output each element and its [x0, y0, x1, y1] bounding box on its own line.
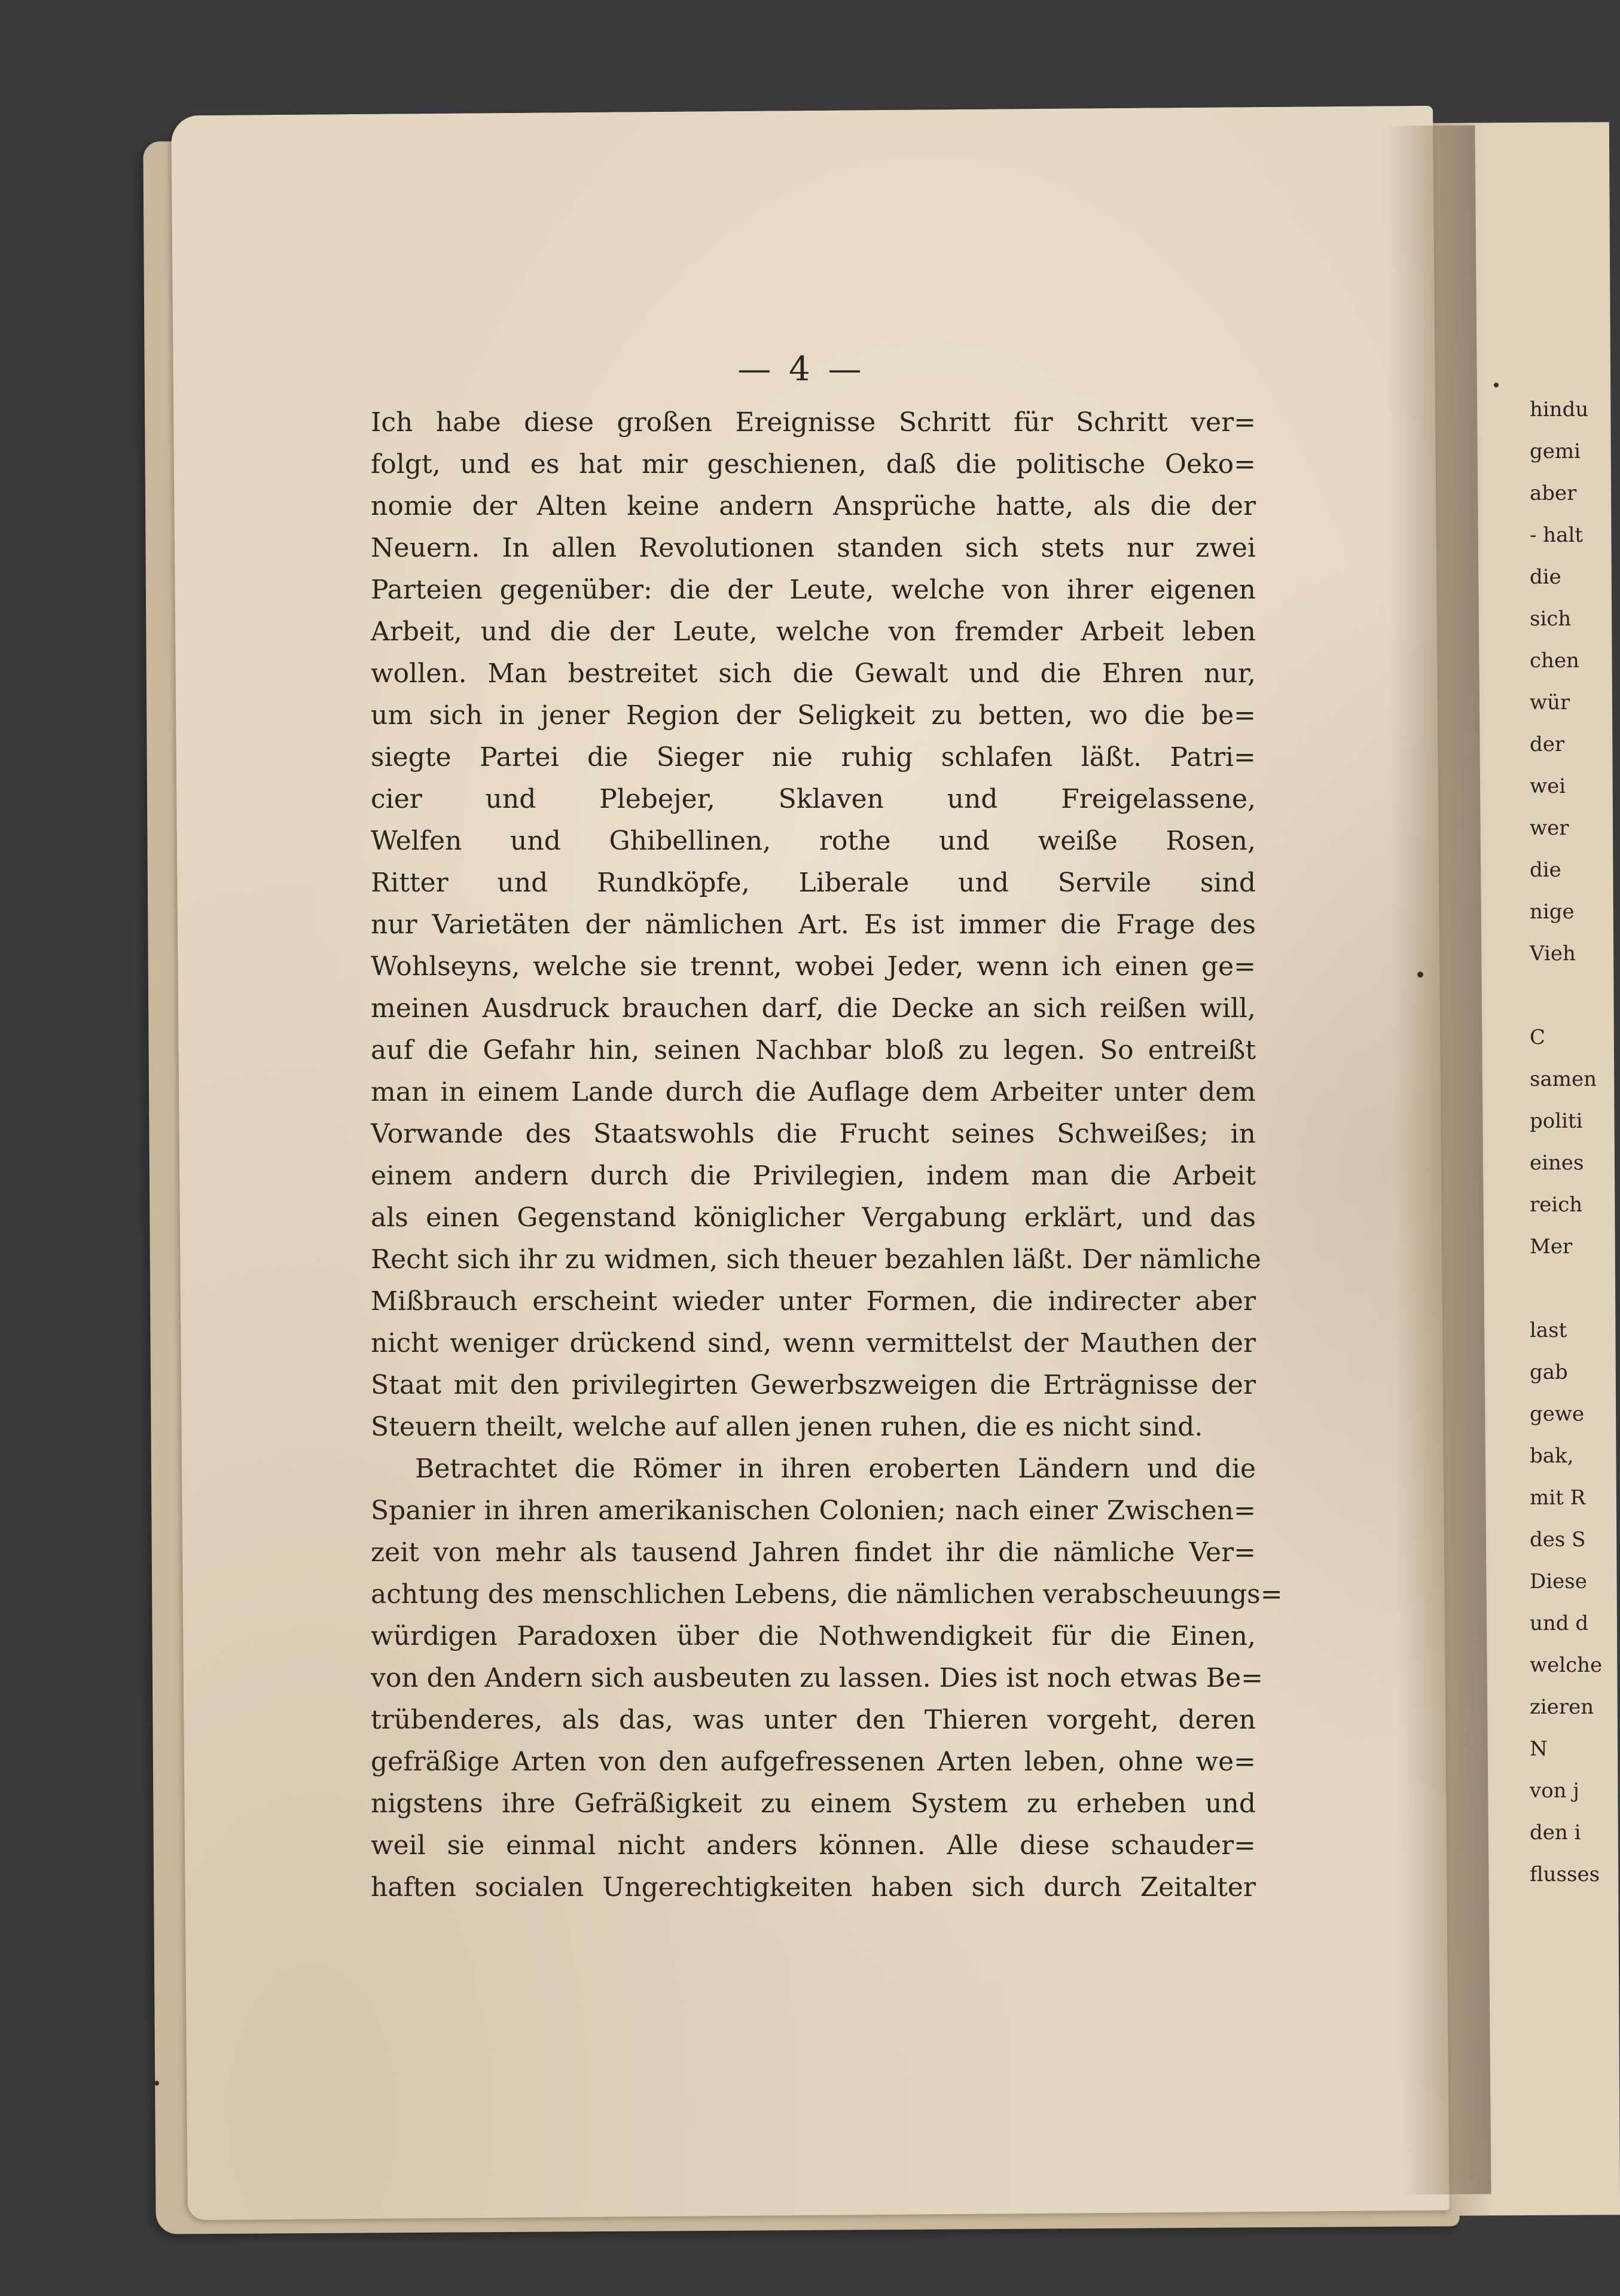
facing-text-line: der: [1530, 732, 1565, 756]
facing-text-line: [1530, 1268, 1584, 1309]
facing-text-line: C: [1530, 1025, 1546, 1049]
facing-text-line: des S: [1530, 1528, 1586, 1552]
facing-text-line: gab: [1530, 1360, 1568, 1384]
text-line: auf die Gefahr hin, seinen Nachbar bloß zu legen. So entreißt: [371, 1035, 1256, 1065]
facing-text-line: wer: [1530, 816, 1569, 840]
text-line: nicht weniger drückend sind, wenn vermittelst der Mauthen der: [371, 1328, 1256, 1358]
facing-text-line: chen: [1530, 649, 1579, 673]
facing-text-line: politi: [1530, 1109, 1583, 1133]
facing-text-line: samen: [1530, 1067, 1597, 1091]
text-line: Betrachtet die Römer in ihren eroberten Ländern und die: [415, 1454, 1256, 1484]
text-line: Parteien gegenüber: die der Leute, welche von ihrer eigenen: [371, 575, 1256, 605]
text-line: würdigen Paradoxen über die Nothwendigkeit für die Einen,: [371, 1621, 1256, 1651]
facing-text-line: die: [1530, 858, 1561, 882]
facing-text-line: mit R: [1530, 1486, 1586, 1510]
book-gutter: [1385, 125, 1491, 2194]
text-line: um sich in jener Region der Seligkeit zu betten, wo die be=: [371, 700, 1256, 731]
facing-text-line: gemi: [1530, 439, 1581, 463]
facing-text-line: und d: [1530, 1611, 1589, 1635]
text-line: Wohlseyns, welche sie trennt, wobei Jeder, wenn ich einen ge=: [371, 951, 1256, 982]
facing-text-line: N: [1530, 1737, 1548, 1761]
facing-text-line: - halt: [1530, 523, 1584, 547]
facing-page-text: [1530, 389, 1603, 1895]
text-line: siegte Partei die Sieger nie ruhig schlafen läßt. Patri=: [371, 742, 1256, 773]
facing-text-line: last: [1530, 1318, 1567, 1342]
text-line: Mißbrauch erscheint wieder unter Formen, die indirecter aber: [371, 1286, 1256, 1317]
text-line: als einen Gegenstand königlicher Vergabung erklärt, und das: [371, 1202, 1256, 1233]
facing-text-line: eines: [1530, 1151, 1584, 1175]
facing-text-line: bak,: [1530, 1444, 1574, 1468]
facing-text-line: welche: [1530, 1653, 1603, 1677]
text-line: Arbeit, und die der Leute, welche von fremder Arbeit leben: [371, 616, 1256, 647]
facing-text-line: flusses: [1530, 1863, 1600, 1886]
text-line: Vorwande des Staatswohls die Frucht seines Schweißes; in: [371, 1119, 1256, 1149]
text-line: wollen. Man bestreitet sich die Gewalt und die Ehren nur,: [371, 658, 1256, 689]
facing-text-line: wür: [1530, 691, 1570, 715]
facing-text-line: Diese: [1530, 1570, 1587, 1593]
text-line: Ich habe diese großen Ereignisse Schritt für Schritt ver=: [371, 407, 1256, 438]
text-line: nomie der Alten keine andern Ansprüche hatte, als die der: [371, 491, 1256, 521]
text-line: einem andern durch die Privilegien, indem man die Arbeit: [371, 1161, 1256, 1191]
text-line: nigstens ihre Gefräßigkeit zu einem System zu erheben und: [371, 1788, 1256, 1819]
facing-text-line: sich: [1530, 607, 1572, 631]
ink-speck: [154, 2081, 159, 2086]
facing-text-line: Vieh: [1530, 942, 1576, 966]
text-line: man in einem Lande durch die Auflage dem Arbeiter unter dem: [371, 1077, 1256, 1107]
ink-speck: [1417, 972, 1423, 978]
facing-text-line: gewe: [1530, 1402, 1585, 1426]
text-line: zeit von mehr als tausend Jahren findet ihr die nämliche Ver=: [371, 1537, 1256, 1568]
text-line: Steuern theilt, welche auf allen jenen ruhen, die es nicht sind.: [371, 1412, 1203, 1442]
text-line: nur Varietäten der nämlichen Art. Es ist immer die Frage des: [371, 909, 1256, 940]
text-line: von den Andern sich ausbeuten zu lassen. Dies ist noch etwas Be=: [371, 1663, 1264, 1693]
text-line: Welfen und Ghibellinen, rothe und weiße Rosen,: [371, 826, 1256, 856]
text-line: Ritter und Rundköpfe, Liberale und Servile sind: [371, 868, 1256, 898]
facing-text-line: [1530, 975, 1584, 1016]
text-line: meinen Ausdruck brauchen darf, die Decke an sich reißen will,: [371, 993, 1256, 1024]
text-line: folgt, und es hat mir geschienen, daß die politische Oeko=: [371, 449, 1256, 480]
facing-text-line: Mer: [1530, 1235, 1573, 1259]
facing-text-line: wei: [1530, 774, 1566, 798]
text-line: Recht sich ihr zu widmen, sich theuer bezahlen läßt. Der nämliche: [371, 1244, 1261, 1275]
text-line: trübenderes, als das, was unter den Thieren vorgeht, deren: [371, 1705, 1256, 1735]
text-line: haften socialen Ungerechtigkeiten haben sich durch Zeitalter: [371, 1872, 1256, 1903]
facing-text-line: die: [1530, 565, 1561, 589]
facing-text-line: von j: [1530, 1779, 1579, 1803]
facing-text-line: aber: [1530, 481, 1577, 505]
ink-speck: [1494, 383, 1499, 387]
text-line: achtung des menschlichen Lebens, die nämlichen verabscheuungs=: [371, 1579, 1283, 1610]
text-line: gefräßige Arten von den aufgefressenen Arten leben, ohne we=: [371, 1747, 1256, 1777]
page-body-text: [371, 402, 1283, 1909]
page-number: — 4 —: [737, 350, 865, 389]
text-line: Spanier in ihren amerikanischen Colonien; nach einer Zwischen=: [371, 1495, 1256, 1526]
text-line: Neuern. In allen Revolutionen standen sich stets nur zwei: [371, 533, 1256, 563]
text-line: cier und Plebejer, Sklaven und Freigelassene,: [371, 784, 1256, 814]
facing-text-line: hindu: [1530, 398, 1589, 422]
facing-text-line: reich: [1530, 1193, 1583, 1217]
text-line: weil sie einmal nicht anders können. Alle diese schauder=: [371, 1830, 1256, 1861]
facing-text-line: den i: [1530, 1821, 1581, 1845]
facing-text-line: zieren: [1530, 1695, 1594, 1719]
facing-text-line: nige: [1530, 900, 1575, 924]
text-line: Staat mit den privilegirten Gewerbszweigen die Erträgnisse der: [371, 1370, 1256, 1400]
